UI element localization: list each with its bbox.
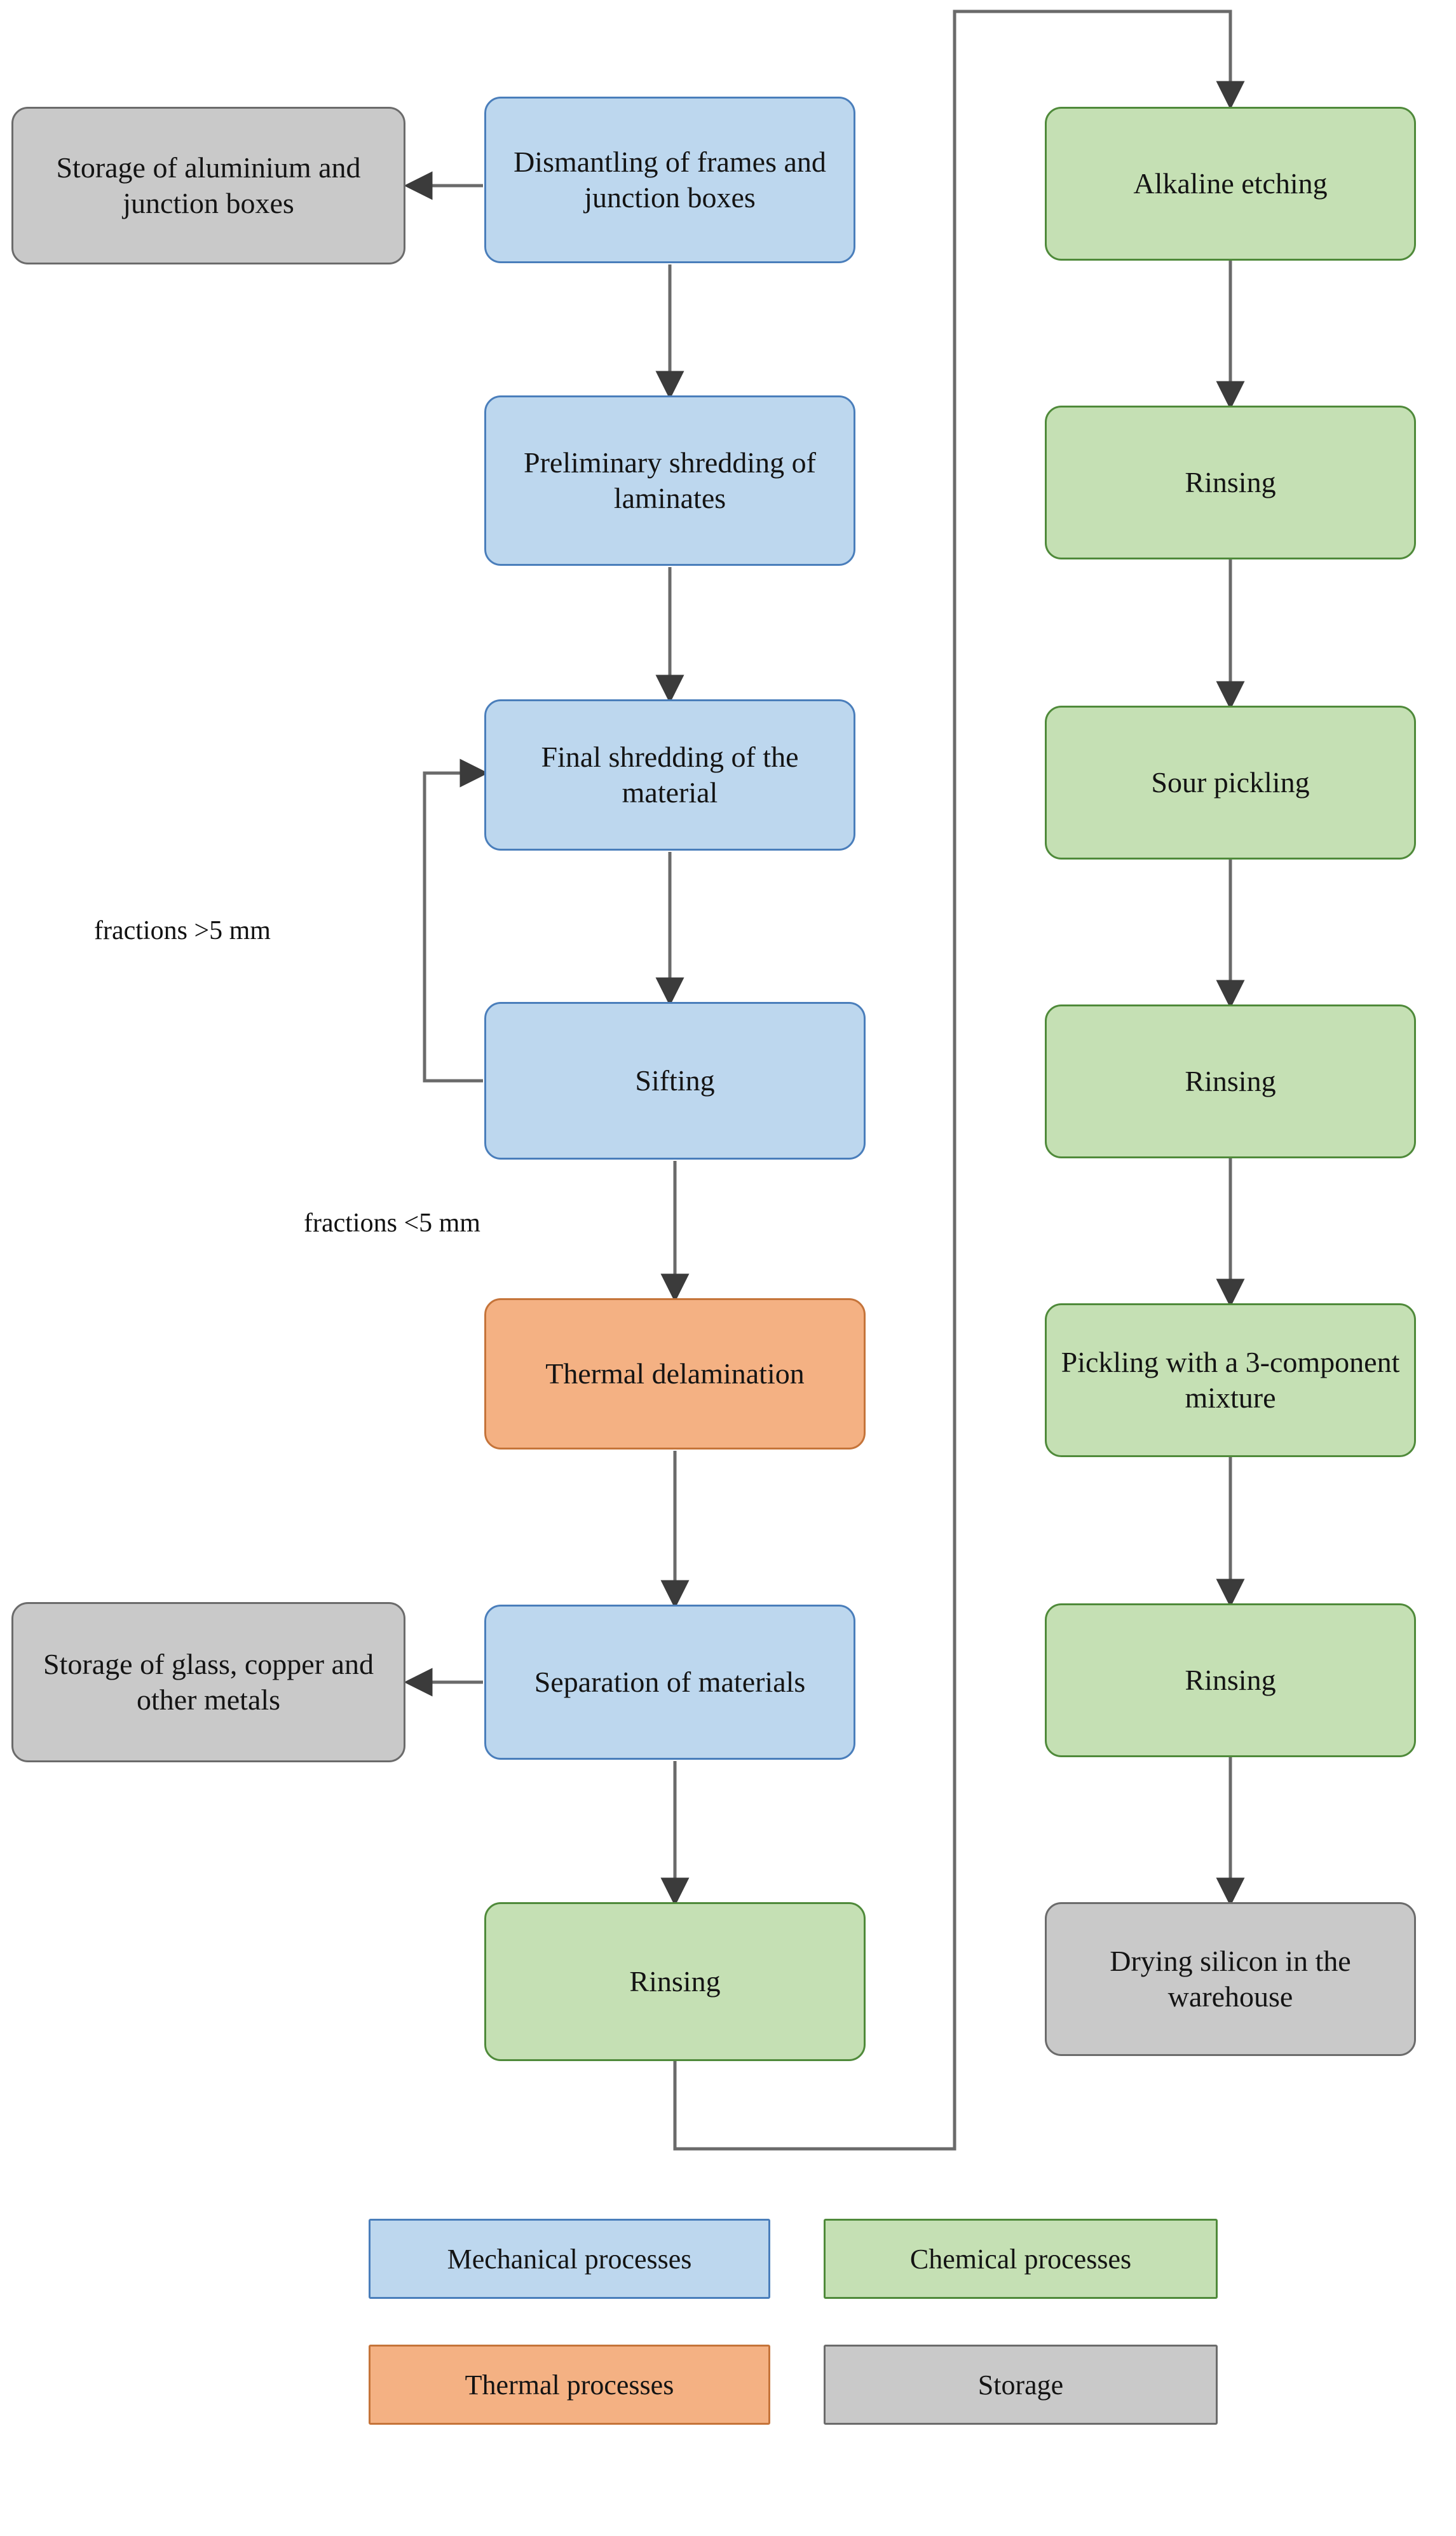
node-label: Rinsing <box>1185 1663 1276 1696</box>
node-drying-silicon[interactable] <box>1045 1902 1416 2056</box>
node-sifting[interactable] <box>484 1002 866 1160</box>
node-storage-aluminium[interactable] <box>11 107 405 264</box>
node-dismantling[interactable] <box>484 97 855 263</box>
node-label: Rinsing <box>1185 465 1276 498</box>
edge-label-fractions-greater: fractions >5 mm <box>94 916 271 945</box>
edge-label-fractions-less: fractions <5 mm <box>304 1209 480 1238</box>
node-label: Thermal delamination <box>545 1357 805 1390</box>
legend-label: Storage <box>977 2369 1064 2401</box>
legend-item-storage <box>824 2345 1218 2425</box>
legend-item-chemical <box>824 2219 1218 2299</box>
node-label: Sour pickling <box>1151 765 1310 798</box>
node-label: Storage of aluminium and junction boxes <box>56 151 361 219</box>
legend-label: Mechanical processes <box>447 2243 692 2275</box>
node-rinsing-2[interactable] <box>1045 406 1416 559</box>
node-label: Storage of glass, copper and other metals <box>43 1647 374 1716</box>
node-label: Dismantling of frames and junction boxes <box>514 145 826 214</box>
node-alkaline-etching[interactable] <box>1045 107 1416 261</box>
node-label: Rinsing <box>629 1964 721 1998</box>
legend-item-mechanical <box>369 2219 770 2299</box>
node-preliminary-shredding[interactable] <box>484 395 855 566</box>
node-sour-pickling[interactable] <box>1045 706 1416 860</box>
node-label: Sifting <box>635 1064 715 1097</box>
node-label: Drying silicon in the warehouse <box>1110 1944 1351 2013</box>
node-label: Pickling with a 3-component mixture <box>1061 1345 1400 1414</box>
legend-label: Thermal processes <box>465 2369 674 2401</box>
node-final-shredding[interactable] <box>484 699 855 851</box>
node-rinsing-3[interactable] <box>1045 1004 1416 1158</box>
node-thermal-delamination[interactable] <box>484 1298 866 1450</box>
node-pickling-3-component[interactable] <box>1045 1303 1416 1457</box>
node-rinsing-left[interactable] <box>484 1902 866 2061</box>
node-label: Preliminary shredding of laminates <box>524 446 816 514</box>
legend-item-thermal <box>369 2345 770 2425</box>
node-storage-glass-copper[interactable] <box>11 1602 405 1762</box>
node-label: Final shredding of the material <box>541 740 799 809</box>
node-label: Alkaline etching <box>1133 167 1328 200</box>
edge-sifting-feedback-to-final <box>425 773 483 1081</box>
node-separation-of-materials[interactable] <box>484 1605 855 1760</box>
node-label: Separation of materials <box>534 1665 806 1698</box>
node-rinsing-4[interactable] <box>1045 1603 1416 1757</box>
node-label: Rinsing <box>1185 1064 1276 1097</box>
legend-label: Chemical processes <box>909 2243 1132 2275</box>
